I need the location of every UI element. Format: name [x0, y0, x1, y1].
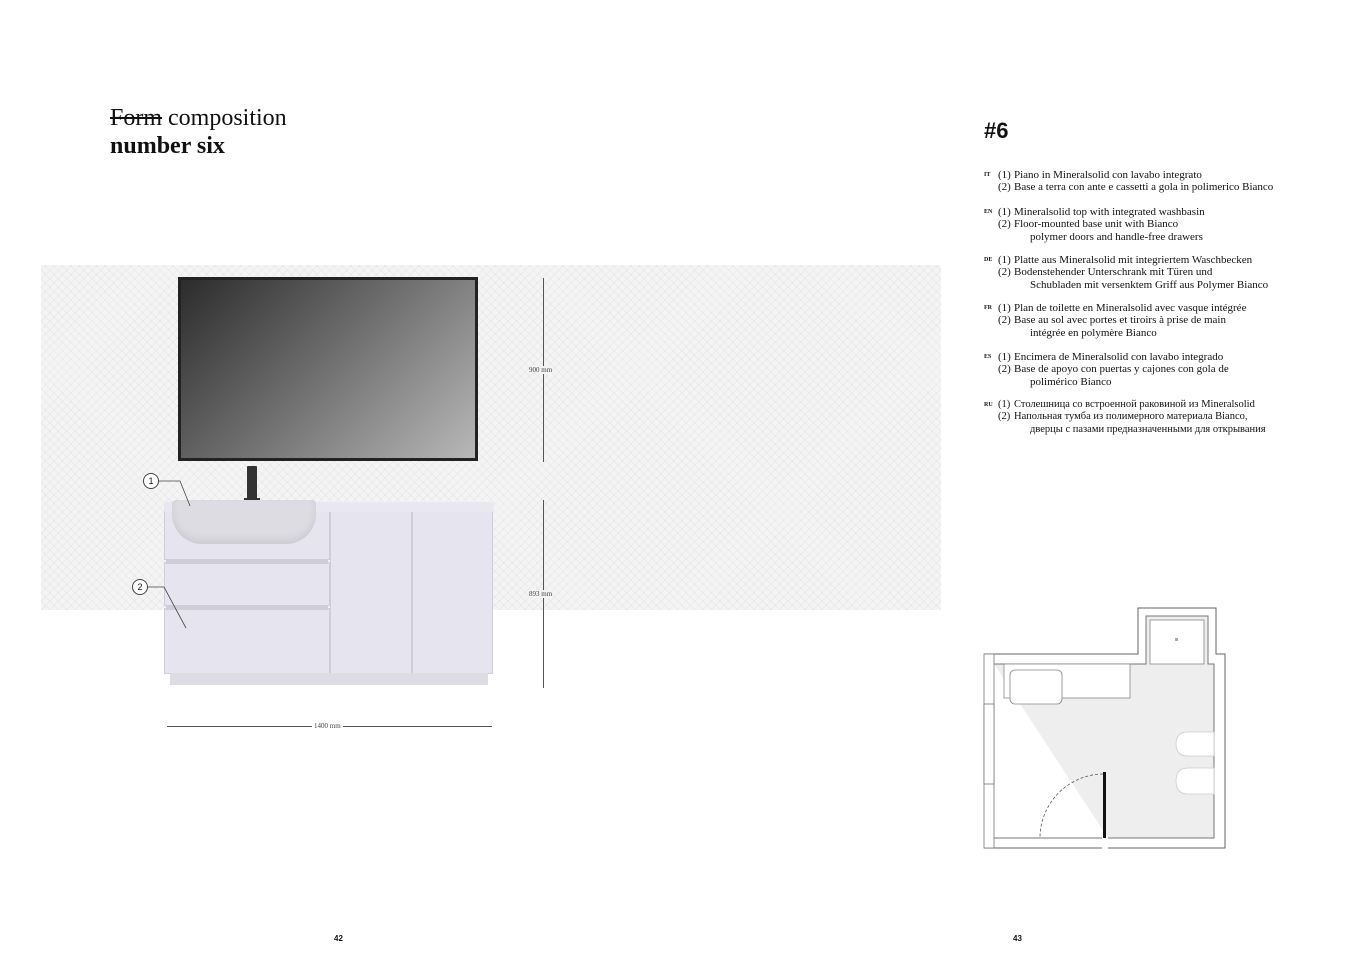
width-label: 1400 mm	[314, 722, 341, 730]
lang-block-en	[984, 206, 1205, 243]
drawer-groove-2	[166, 606, 328, 610]
integrated-washbasin	[172, 500, 316, 544]
composition-title	[110, 104, 287, 160]
upper-drawer	[164, 562, 330, 606]
item-line: (2) Base de apoyo con puertas y cajones con gola de	[998, 363, 1229, 376]
faucet-image	[247, 466, 257, 502]
lang-block-ru	[984, 399, 1266, 436]
item-line: (1) Столешница со встроенной раковиной из Mineralsolid	[998, 399, 1255, 410]
lang-block-it	[984, 169, 1273, 194]
item-line: (2) Напольная тумба из полимерного материала Bianco,	[998, 411, 1248, 423]
callout-2: 2	[132, 579, 148, 595]
title-line-2: number six	[110, 133, 225, 159]
struck-word: Form	[110, 105, 163, 131]
cabinet-door-right	[412, 510, 493, 674]
vanity-plinth	[170, 673, 488, 685]
item-line: дверцы с пазами предназначенными для открывания	[1030, 423, 1266, 435]
page-number-right: 43	[1013, 934, 1022, 943]
item-line: (2) Base a terra con ante e cassetti a gola in polimerico Bianco	[998, 181, 1274, 194]
mirror-height-label: 900 mm	[529, 366, 553, 374]
lang-code: RU	[984, 402, 993, 408]
bathroom-floor-plan	[982, 606, 1228, 850]
item-line: (2) Base au sol avec portes et tiroirs à prise de main	[998, 314, 1226, 327]
item-line: (2) Floor-mounted base unit with Bianco	[998, 218, 1179, 231]
item-line: (1) Mineralsolid top with integrated washbasin	[998, 206, 1205, 218]
composition-number: #6	[984, 118, 1009, 143]
cabinet-door-left	[330, 510, 412, 674]
lang-code: IT	[984, 172, 991, 178]
lang-code: DE	[984, 257, 993, 263]
drawer-groove-1	[166, 560, 328, 564]
lang-code: FR	[984, 305, 992, 311]
lang-block-fr	[984, 302, 1246, 339]
backlit-mirror-image	[178, 277, 478, 461]
item-line: polymer doors and handle-free drawers	[1030, 230, 1203, 243]
page-number-left: 42	[334, 934, 343, 943]
callout-1: 1	[143, 473, 159, 489]
item-line: (1) Plan de toilette en Mineralsolid avec vasque intégrée	[998, 302, 1247, 314]
vanity-height-label: 893 mm	[529, 590, 553, 598]
item-line: intégrée en polymère Bianco	[1030, 326, 1157, 339]
lang-code: EN	[984, 209, 993, 215]
lower-drawer	[164, 608, 330, 674]
item-line: polimérico Bianco	[1030, 375, 1112, 388]
title-rest: composition	[168, 105, 287, 131]
item-line: Schubladen mit versenktem Griff aus Polymer Bianco	[1030, 278, 1269, 291]
lang-code: ES	[984, 354, 992, 360]
item-line: (2) Bodenstehender Unterschrank mit Türen und	[998, 266, 1213, 279]
lang-block-es	[984, 351, 1229, 388]
lang-block-de	[984, 254, 1268, 291]
item-line: (1) Platte aus Mineralsolid mit integriertem Waschbecken	[998, 254, 1253, 266]
item-line: (1) Piano in Mineralsolid con lavabo integrato	[998, 169, 1202, 181]
item-line: (1) Encimera de Mineralsolid con lavabo integrado	[998, 351, 1224, 363]
title-line-1	[110, 104, 287, 132]
